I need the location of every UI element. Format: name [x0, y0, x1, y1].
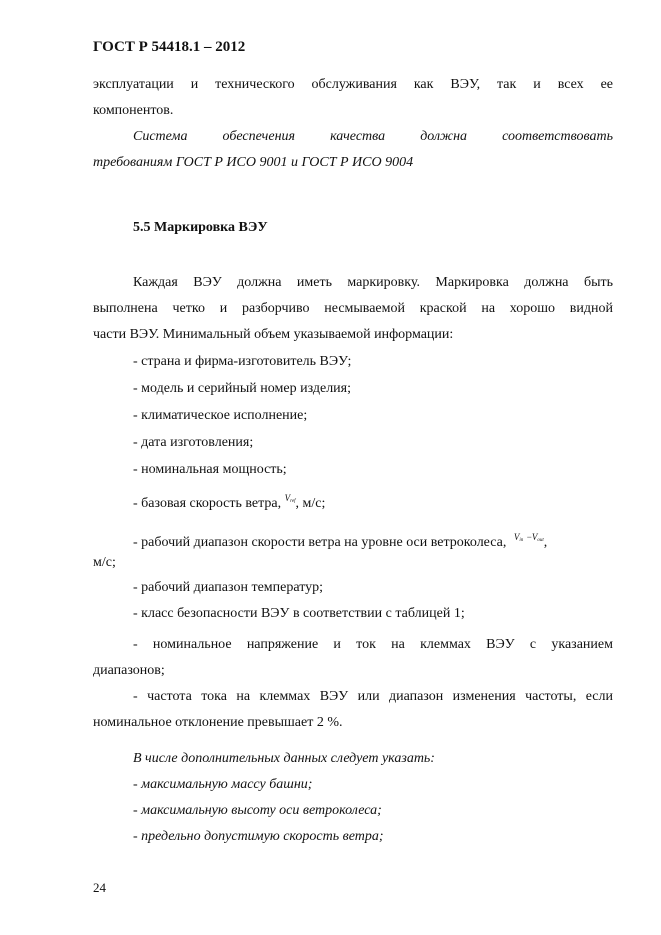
quality-line-2: требованиям ГОСТ Р ИСО 9001 и ГОСТ Р ИСО 9004 [93, 155, 414, 170]
additional-item-hub-height: - максимальную высоту оси ветроколеса; [133, 803, 382, 818]
reference-speed-unit: , м/с; [295, 496, 326, 511]
marking-paragraph-line-3: части ВЭУ. Минимальный объем указываемой информации: [93, 327, 454, 342]
list-item-frequency-line-2: номинальное отклонение превышает 2 %. [93, 715, 343, 730]
minus-sign: − [526, 532, 532, 542]
reference-speed-label: - базовая скорость ветра, [133, 496, 282, 511]
list-item-reference-speed [133, 493, 325, 512]
marking-paragraph-line-2: выполнена четко и разборчиво несмываемой краской на хорошо видной [93, 301, 613, 316]
v-symbol: V [531, 532, 538, 542]
v-ref-symbol [285, 493, 296, 503]
marking-paragraph-line-1: Каждая ВЭУ должна иметь маркировку. Маркировка должна быть [133, 275, 613, 290]
additional-data-intro: В числе дополнительных данных следует указать: [133, 751, 435, 766]
list-item-frequency-line-1: - частота тока на клеммах ВЭУ или диапазон изменения частоты, если [133, 689, 613, 704]
section-heading: 5.5 Маркировка ВЭУ [133, 220, 268, 235]
wind-range-unit: м/с; [93, 555, 116, 570]
list-item-temperature: - рабочий диапазон температур; [133, 580, 324, 595]
additional-item-tower-mass: - максимальную массу башни; [133, 777, 313, 792]
ref-subscript: ref [290, 499, 296, 504]
out-subscript: out [537, 538, 544, 543]
v-symbol: V [284, 493, 291, 503]
list-item-climate: - климатическое исполнение; [133, 408, 308, 423]
quality-line-1: Система обеспечения качества должна соответствовать [133, 129, 613, 144]
intro-line-2: компонентов. [93, 103, 174, 118]
v-out-symbol [532, 532, 544, 542]
page-number: 24 [93, 880, 106, 895]
intro-line-1: эксплуатации и технического обслуживания как ВЭУ, так и всех ее [93, 77, 613, 92]
additional-item-max-wind-speed: - предельно допустимую скорость ветра; [133, 829, 384, 844]
list-item-model: - модель и серийный номер изделия; [133, 381, 352, 396]
v-symbol: V [513, 532, 520, 542]
v-in-symbol [514, 532, 523, 542]
in-subscript: in [519, 538, 524, 543]
list-item-voltage-line-1: - номинальное напряжение и ток на клеммах ВЭУ с указанием [133, 637, 613, 652]
list-item-safety-class: - класс безопасности ВЭУ в соответствии с таблицей 1; [133, 606, 465, 621]
comma: , [543, 535, 548, 550]
list-item-voltage-line-2: диапазонов; [93, 663, 165, 678]
wind-range-label: - рабочий диапазон скорости ветра на уровне оси ветроколеса, [133, 535, 507, 550]
list-item-manufacturer: - страна и фирма-изготовитель ВЭУ; [133, 354, 352, 369]
list-item-date: - дата изготовления; [133, 435, 254, 450]
list-item-power: - номинальная мощность; [133, 462, 287, 477]
document-header: ГОСТ Р 54418.1 – 2012 [93, 39, 246, 55]
